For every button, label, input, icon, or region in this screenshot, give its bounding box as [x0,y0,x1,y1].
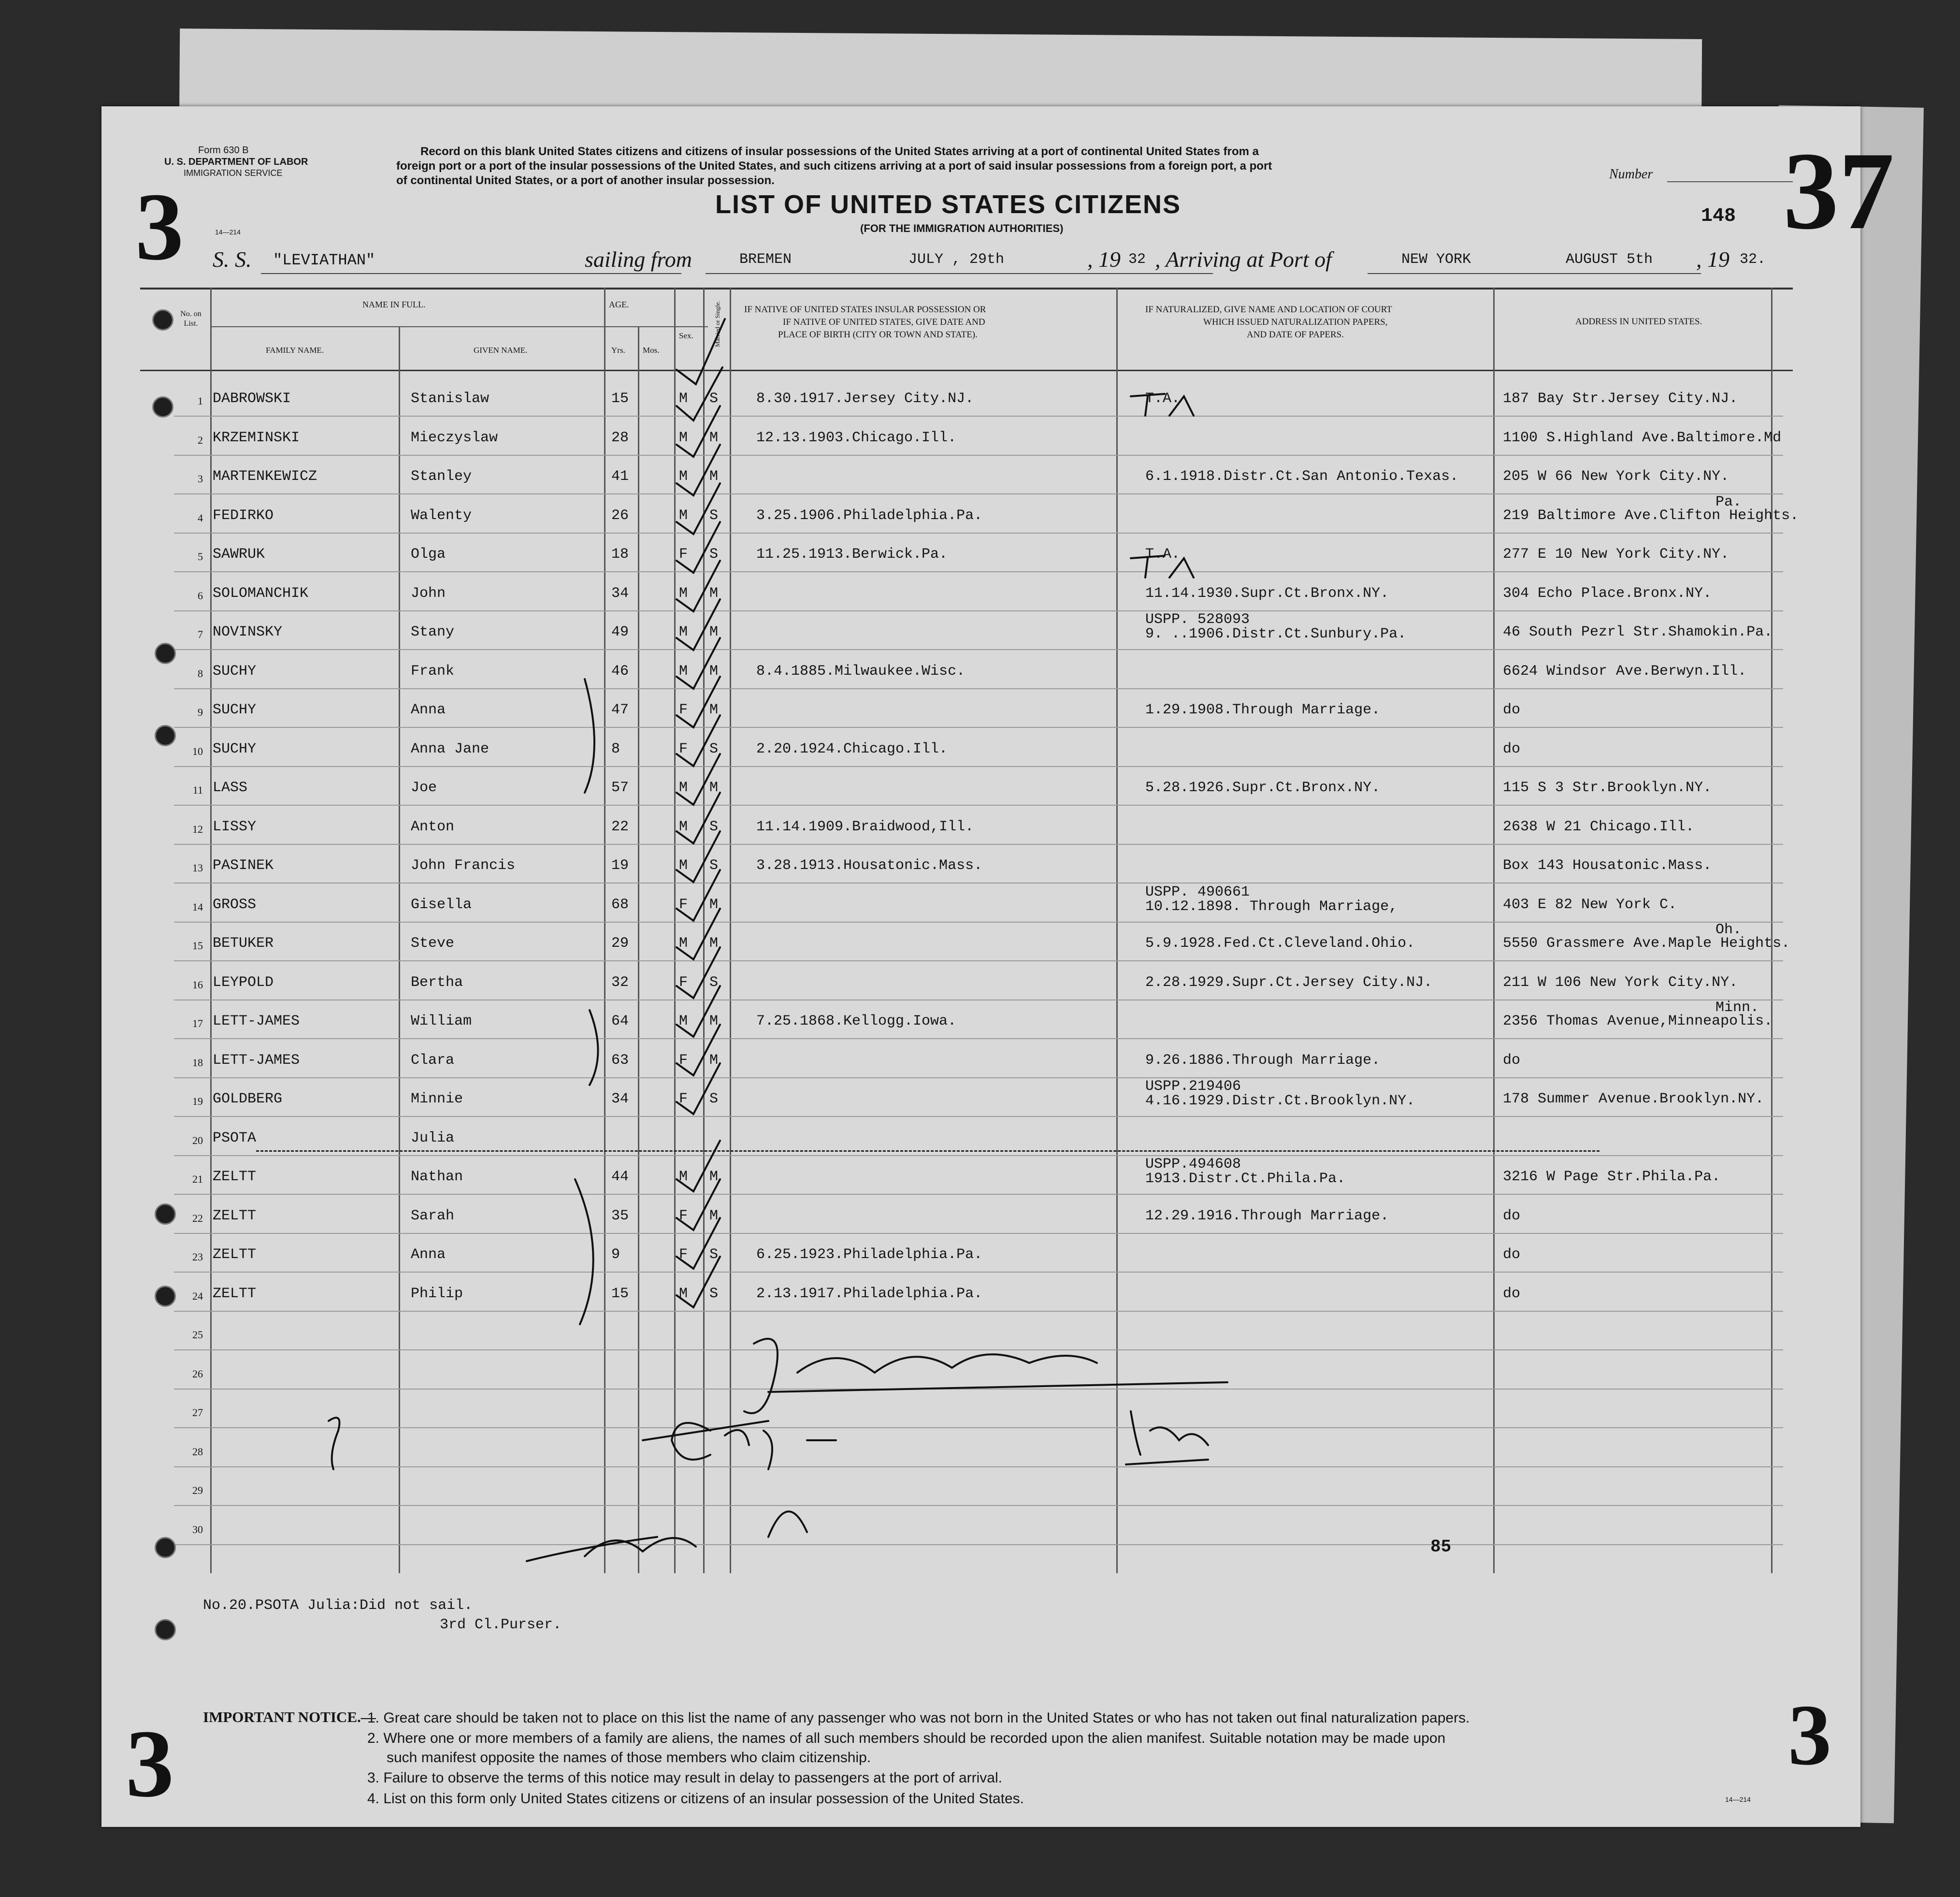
age-years-cell: 41 [611,468,629,485]
marital-status-cell: M [709,1052,719,1069]
given-name-cell: Sarah [411,1207,455,1224]
age-years-cell: 9 [611,1246,620,1263]
header-name-in-full: NAME IN FULL. [362,300,426,309]
address-state-note: Pa. [1715,493,1742,510]
birth-cell: 11.25.1913.Berwick.Pa. [756,546,948,563]
naturalization-cell: 2.28.1929.Supr.Ct.Jersey City.NJ. [1145,974,1433,991]
family-name-cell: LEYPOLD [213,974,274,991]
marital-status-cell: M [709,935,719,952]
age-years-cell: 28 [611,429,629,446]
marital-status-cell: M [709,1013,719,1029]
header-nat-2: WHICH ISSUED NATURALIZATION PAPERS, [1203,317,1388,327]
family-name-cell: LETT-JAMES [213,1052,300,1069]
notice-item-2a: 2. Where one or more members of a family are aliens, the names of all such members should be recorded upon the alien manifest. Suitable notation may be made upon [367,1730,1446,1746]
family-name-cell: SUCHY [213,702,257,718]
marital-status-cell: S [709,1091,719,1107]
marital-status-cell: M [709,624,719,640]
sex-cell: M [679,624,688,640]
address-cell: 205 W 66 New York City.NY. [1503,468,1729,485]
birth-cell: 12.13.1903.Chicago.Ill. [756,429,957,446]
header-nat-3: AND DATE OF PAPERS. [1247,330,1344,340]
age-years-cell: 57 [611,780,629,796]
arriving-label: , Arriving at Port of [1155,247,1332,272]
notice-code: 14—214 [1725,1796,1751,1803]
birth-cell: 8.30.1917.Jersey City.NJ. [756,391,974,407]
address-cell: 46 South Pezrl Str.Shamokin.Pa. [1503,624,1773,640]
intro-line-2: foreign port or a port of the insular possessions of the United States, and such citizens arriving at a port of said insular possessions from a foreign port, a port [396,159,1272,173]
marital-status-cell: M [709,468,719,485]
sex-cell: M [679,663,688,680]
age-years-cell: 18 [611,546,629,563]
family-name-cell: NOVINSKY [213,624,283,640]
row-number: 27 [192,1406,203,1419]
address-cell: 1100 S.Highland Ave.Baltimore.Md [1503,429,1782,446]
age-years-cell: 29 [611,935,629,952]
given-name-cell: Mieczyslaw [411,429,498,446]
birth-cell: 6.25.1923.Philadelphia.Pa. [756,1246,983,1263]
family-name-cell: LETT-JAMES [213,1013,300,1029]
side-number-bottom-right: 3 [1788,1687,1831,1783]
age-years-cell: 44 [611,1169,629,1185]
row-number: 5 [198,550,203,563]
handwritten-marks [101,106,1860,1827]
family-name-cell: ZELTT [213,1207,257,1224]
age-years-cell: 15 [611,391,629,407]
arrival-year-prefix: , 19 [1696,247,1729,272]
address-cell: 5550 Grassmere Ave.Maple Heights. [1503,935,1790,952]
purser-signature [527,1511,807,1561]
header-given-name: GIVEN NAME. [474,346,528,355]
punch-hole [155,1203,176,1225]
did-not-sail-note: No.20.PSOTA Julia:Did not sail. [203,1597,473,1614]
birth-cell: 7.25.1868.Kellogg.Iowa. [756,1013,957,1029]
birth-cell: 8.4.1885.Milwaukee.Wisc. [756,663,966,680]
punch-hole [155,1619,176,1640]
row-number: 10 [192,745,203,757]
row-number: 16 [192,978,203,991]
sex-cell: M [679,935,688,952]
marital-status-cell: M [709,1169,719,1185]
sex-cell: M [679,857,688,874]
row-number: 19 [192,1095,203,1107]
sex-cell: M [679,818,688,835]
arrival-year: 32. [1740,251,1766,268]
sex-cell: M [679,780,688,796]
address-cell: Box 143 Housatonic.Mass. [1503,857,1712,874]
given-name-cell: Gisella [411,896,472,913]
sex-cell: F [679,896,688,913]
given-name-cell: Julia [411,1130,455,1146]
age-years-cell: 8 [611,740,620,757]
header-family-name: FAMILY NAME. [266,346,324,355]
page-title: LIST OF UNITED STATES CITIZENS [715,190,1181,219]
naturalization-cell: USPP. 528093 [1145,611,1250,628]
family-name-cell: ZELTT [213,1169,257,1185]
address-cell: 178 Summer Avenue.Brooklyn.NY. [1503,1091,1764,1107]
age-years-cell: 34 [611,585,629,602]
given-name-cell: Walenty [411,507,472,524]
marital-status-cell: S [709,974,719,991]
row-number: 12 [192,823,203,835]
birth-cell: 3.28.1913.Housatonic.Mass. [756,857,983,874]
age-years-cell: 19 [611,857,629,874]
given-name-cell: Anna Jane [411,740,490,757]
marital-status-cell: M [709,429,719,446]
given-name-cell: Anna [411,1246,446,1263]
given-name-cell: Anton [411,818,455,835]
header-mos: Mos. [643,346,660,355]
row-number: 11 [192,784,203,796]
row-number: 8 [198,667,203,680]
row-number: 28 [192,1445,203,1458]
signature-insp [1126,1411,1208,1464]
header-age: AGE. [609,300,629,309]
age-years-cell: 47 [611,702,629,718]
row-number: 21 [192,1173,203,1185]
age-years-cell: 68 [611,896,629,913]
side-number-top-left: 3 [135,174,184,280]
row-number: 18 [192,1056,203,1069]
age-years-cell: 34 [611,1091,629,1107]
sex-cell: M [679,1013,688,1029]
punch-hole [155,1537,176,1558]
ta-initial-row-1 [1131,394,1194,416]
given-name-cell: John [411,585,446,602]
signature-comp [643,1421,836,1469]
form-code: 14—214 [215,228,241,236]
sex-cell: F [679,974,688,991]
marital-status-cell: M [709,702,719,718]
address-cell: 2356 Thomas Avenue,Minneapolis. [1503,1013,1773,1029]
naturalization-cell: T.A. [1145,546,1181,563]
given-name-cell: John Francis [411,857,516,874]
row-number: 26 [192,1367,203,1380]
family-name-cell: BETUKER [213,935,274,952]
address-state-note: Oh. [1715,922,1742,938]
punch-hole [152,309,173,331]
sex-cell: F [679,1091,688,1107]
given-name-cell: Minnie [411,1091,463,1107]
address-cell: 211 W 106 New York City.NY. [1503,974,1738,991]
arrival-port: NEW YORK [1401,251,1471,268]
punch-hole [155,1286,176,1307]
naturalization-cell: USPP.219406 [1145,1078,1241,1095]
sex-cell: F [679,546,688,563]
row-number: 22 [192,1212,203,1224]
naturalization-cell: USPP.494608 [1145,1156,1241,1173]
age-years-cell: 63 [611,1052,629,1069]
given-name-cell: Olga [411,546,446,563]
family-name-cell: KRZEMINSKI [213,429,300,446]
header-birth-1: IF NATIVE OF UNITED STATES INSULAR POSSESSION OR [744,304,986,315]
purser-label: 3rd Cl.Purser. [440,1617,562,1633]
marital-status-cell: S [709,391,719,407]
address-cell: 6624 Windsor Ave.Berwyn.Ill. [1503,663,1747,680]
age-years-cell: 26 [611,507,629,524]
marital-status-cell: S [709,857,719,874]
marital-status-cell: S [709,1285,719,1302]
header-no-on-list: No. on List. [180,310,202,328]
page-subtitle: (FOR THE IMMIGRATION AUTHORITIES) [860,222,1064,234]
family-name-cell: MARTENKEWICZ [213,468,317,485]
address-cell: do [1503,740,1521,757]
header-birth-3: PLACE OF BIRTH (CITY OR TOWN AND STATE). [778,330,978,340]
row-number: 20 [192,1134,203,1146]
intro-line-3: of continental United States, or a port of another insular possession. [396,174,775,187]
family-name-cell: GROSS [213,896,257,913]
header-nat-1: IF NATURALIZED, GIVE NAME AND LOCATION OF COURT [1145,304,1392,315]
address-cell: do [1503,1285,1521,1302]
marital-status-cell: S [709,740,719,757]
address-cell: 403 E 82 New York C. [1503,896,1677,913]
family-name-cell: LISSY [213,818,257,835]
header-yrs: Yrs. [611,346,625,355]
ta-initial-row-5 [1131,556,1194,578]
naturalization-cell: 12.29.1916.Through Marriage. [1145,1207,1389,1224]
punch-hole [152,396,173,418]
address-cell: do [1503,1246,1521,1263]
family-name-cell: SUCHY [213,663,257,680]
address-cell: do [1503,1052,1521,1069]
family-name-cell: GOLDBERG [213,1091,283,1107]
marital-status-cell: S [709,818,719,835]
sail-year: 32 [1128,251,1146,268]
side-number-bottom-left: 3 [126,1710,174,1817]
notice-item-2b: such manifest opposite the names of those members who claim citizenship. [387,1750,871,1766]
sex-cell: M [679,507,688,524]
row-number: 25 [192,1329,203,1341]
marital-status-cell: M [709,780,719,796]
address-cell: do [1503,702,1521,718]
row-number: 23 [192,1251,203,1263]
address-cell: 277 E 10 New York City.NY. [1503,546,1729,563]
family-name-cell: PSOTA [213,1130,257,1146]
given-name-cell: Joe [411,780,437,796]
given-name-cell: Nathan [411,1169,463,1185]
punch-hole [155,725,176,746]
row-number: 9 [198,706,203,718]
address-cell: 3216 W Page Str.Phila.Pa. [1503,1169,1721,1185]
age-years-cell: 64 [611,1013,629,1029]
stray-mark [329,1418,340,1469]
page-count: 85 [1430,1537,1452,1557]
row-number: 13 [192,862,203,874]
family-name-cell: PASINEK [213,857,274,874]
marital-status-cell: S [709,546,719,563]
notice-item-4: 4. List on this form only United States citizens or citizens of an insular possession of the United States. [367,1791,1024,1807]
birth-cell: 2.20.1924.Chicago.Ill. [756,740,948,757]
sex-cell: F [679,740,688,757]
header-birth-2: IF NATIVE OF UNITED STATES, GIVE DATE AND [783,317,985,327]
header-sex: Sex. [679,331,693,340]
marital-status-cell: M [709,585,719,602]
form-number: Form 630 B [198,145,249,156]
header-address: ADDRESS IN UNITED STATES. [1575,317,1702,327]
given-name-cell: Stanislaw [411,391,490,407]
row-number: 30 [192,1523,203,1535]
row-number: 2 [198,434,203,446]
given-name-cell: William [411,1013,472,1029]
sex-cell: F [679,702,688,718]
arrival-date: AUGUST 5th [1566,251,1653,268]
header-married-single: Married or Single. [714,301,721,347]
family-bracket-suchy [585,679,594,793]
sailing-label: sailing from [585,247,692,272]
sail-year-prefix: , 19 [1087,247,1121,272]
row-number: 4 [198,511,203,524]
given-name-cell: Philip [411,1285,463,1302]
marital-status-cell: M [709,1207,719,1224]
form-department: U. S. DEPARTMENT OF LABOR [164,157,308,167]
naturalization-cell-line-2: 1913.Distr.Ct.Phila.Pa. [1145,1171,1346,1187]
address-cell: do [1503,1207,1521,1224]
family-name-cell: LASS [213,780,248,796]
sex-cell: F [679,1246,688,1263]
row-number: 1 [198,395,203,407]
given-name-cell: Anna [411,702,446,718]
ss-label: S. S. [213,247,252,272]
sex-cell: M [679,391,688,407]
sex-cell: M [679,1169,688,1185]
signature-john-wallace [744,1339,1227,1413]
address-cell: 219 Baltimore Ave.Clifton Heights. [1503,507,1799,524]
row-number: 17 [192,1017,203,1029]
given-name-cell: Bertha [411,974,463,991]
naturalization-cell-line-2: 4.16.1929.Distr.Ct.Brooklyn.NY. [1145,1093,1415,1109]
birth-cell: 2.13.1917.Philadelphia.Pa. [756,1285,983,1302]
naturalization-cell: 11.14.1930.Supr.Ct.Bronx.NY. [1145,585,1389,602]
row-number: 3 [198,473,203,485]
row-number: 15 [192,940,203,952]
sex-cell: M [679,429,688,446]
address-cell: 115 S 3 Str.Brooklyn.NY. [1503,780,1712,796]
age-years-cell: 35 [611,1207,629,1224]
marital-status-cell: M [709,663,719,680]
number-label: Number [1609,167,1653,182]
marital-status-cell: S [709,507,719,524]
punch-hole [155,643,176,664]
naturalization-cell: 9.26.1886.Through Marriage. [1145,1052,1381,1069]
given-name-cell: Clara [411,1052,455,1069]
check-marks [677,301,725,1307]
naturalization-cell: T.A. [1145,391,1181,407]
age-years-cell: 22 [611,818,629,835]
manifest-sheet [101,106,1894,1827]
given-name-cell: Frank [411,663,455,680]
birth-cell: 3.25.1906.Philadelphia.Pa. [756,507,983,524]
sail-date: JULY , 29th [908,251,1005,268]
address-cell: 304 Echo Place.Bronx.NY. [1503,585,1712,602]
family-name-cell: FEDIRKO [213,507,274,524]
notice-heading: IMPORTANT NOTICE.— [203,1709,376,1725]
sex-cell: M [679,1285,688,1302]
sex-cell: F [679,1207,688,1224]
naturalization-cell-line-2: 10.12.1898. Through Marriage, [1145,898,1398,915]
marital-status-cell: M [709,896,719,913]
given-name-cell: Stanley [411,468,472,485]
age-years-cell: 46 [611,663,629,680]
address-cell: 2638 W 21 Chicago.Ill. [1503,818,1695,835]
given-name-cell: Steve [411,935,455,952]
family-name-cell: DABROWSKI [213,391,291,407]
naturalization-cell: 6.1.1918.Distr.Ct.San Antonio.Texas. [1145,468,1459,485]
address-state-note: Minn. [1715,999,1759,1016]
sex-cell: M [679,585,688,602]
intro-line-1: Record on this blank United States citizens and citizens of insular possessions of the United States arriving at a port of continental United States from a [420,145,1259,158]
naturalization-cell: USPP. 490661 [1145,883,1250,900]
family-name-cell: ZELTT [213,1285,257,1302]
ship-name: "LEVIATHAN" [273,251,375,269]
birth-cell: 11.14.1909.Braidwood,Ill. [756,818,974,835]
naturalization-cell: 5.9.1928.Fed.Ct.Cleveland.Ohio. [1145,935,1415,952]
age-years-cell: 49 [611,624,629,640]
notice-item-3: 3. Failure to observe the terms of this notice may result in delay to passengers at the port of arrival. [367,1770,1002,1786]
family-bracket-lett-james [590,1010,598,1085]
notice-item-1: 1. Great care should be taken not to place on this list the name of any passenger who was not born in the United States or who has not taken out final naturalization papers. [367,1710,1470,1726]
side-number-top-right: 37 [1783,129,1894,252]
row-number: 24 [192,1289,203,1302]
family-name-cell: ZELTT [213,1246,257,1263]
row-number: 6 [198,589,203,602]
given-name-cell: Stany [411,624,455,640]
naturalization-cell: 5.28.1926.Supr.Ct.Bronx.NY. [1145,780,1381,796]
row-number: 7 [198,628,203,640]
sex-cell: M [679,468,688,485]
address-cell: 187 Bay Str.Jersey City.NJ. [1503,391,1738,407]
naturalization-cell: 1.29.1908.Through Marriage. [1145,702,1381,718]
sex-cell: F [679,1052,688,1069]
row-number: 14 [192,900,203,913]
family-name-cell: SOLOMANCHIK [213,585,309,602]
age-years-cell: 32 [611,974,629,991]
family-name-cell: SAWRUK [213,546,265,563]
from-port: BREMEN [739,251,792,268]
age-years-cell: 15 [611,1285,629,1302]
naturalization-cell-line-2: 9. ..1906.Distr.Ct.Sunbury.Pa. [1145,626,1407,642]
list-number: 148 [1701,205,1736,227]
form-service: IMMIGRATION SERVICE [184,168,283,178]
marital-status-cell: S [709,1246,719,1263]
row-number: 29 [192,1484,203,1496]
family-bracket-zeltt [575,1179,593,1324]
family-name-cell: SUCHY [213,740,257,757]
